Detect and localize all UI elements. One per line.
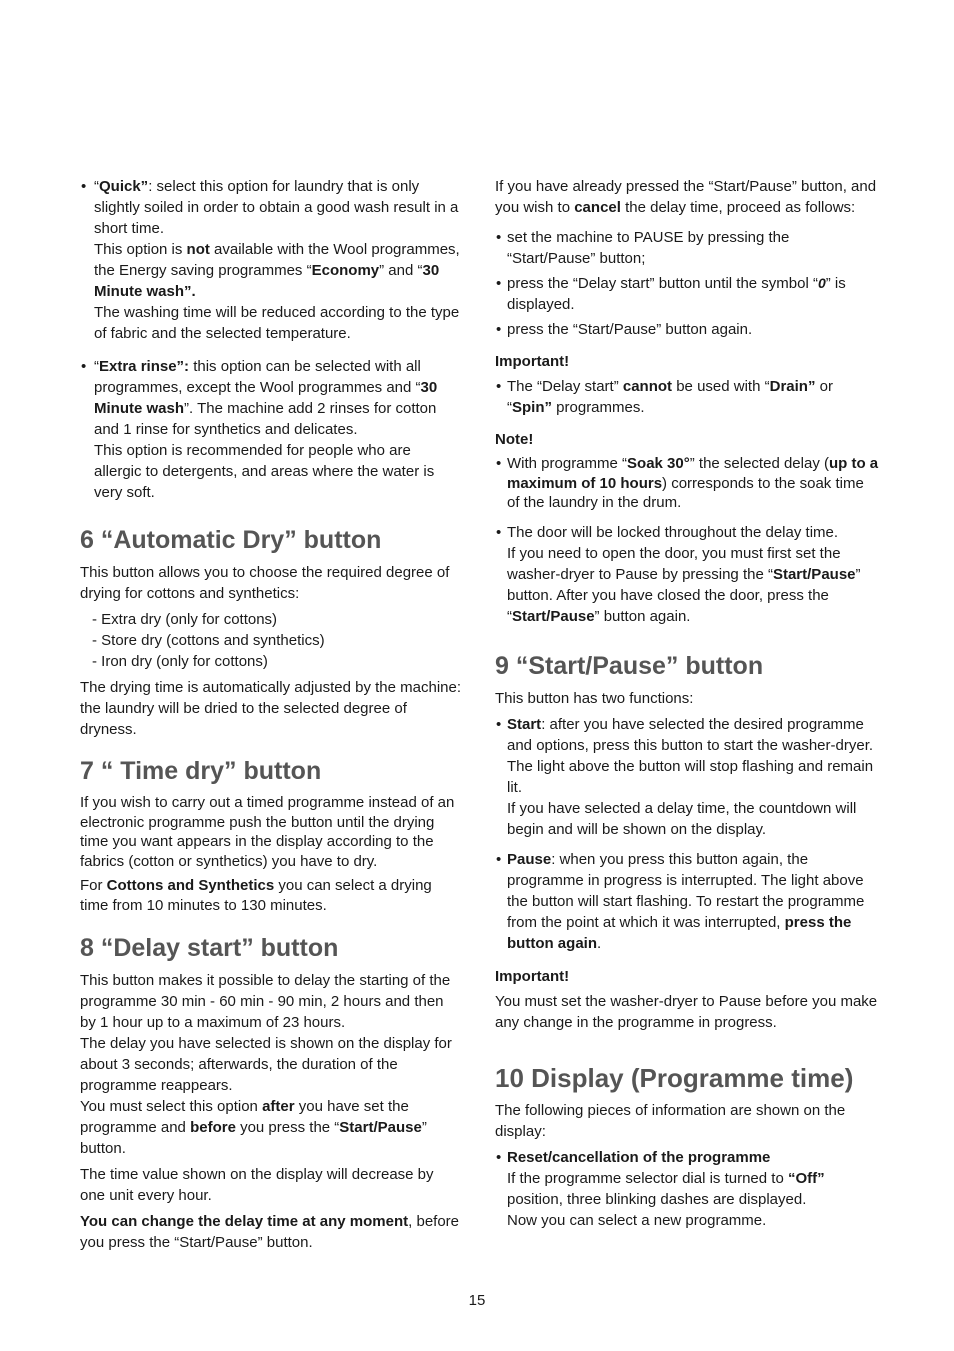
list-item: • Reset/cancellation of the programme If the programme selector dial is turned to “Off” position, three blinking dashes are displayed. Now you can select a new programme. xyxy=(495,1147,880,1231)
section-9-heading: 9 “Start/Pause” button xyxy=(495,651,764,680)
section-7-paragraph: If you wish to carry out a timed programme instead of an electronic programme push the button until the drying time you want appears in the display according to the fabrics (cotton or synthetics) you have to dry. xyxy=(80,794,455,870)
quick-text-5: ”. xyxy=(184,283,196,300)
section-8-paragraph-4: The time value shown on the display will decrease by one unit every hour. xyxy=(80,1166,434,1204)
extra-rinse-text-3: This option is recommended for people who are allergic to detergents, and areas where the water is very soft. xyxy=(94,442,435,501)
list-item: • The “Delay start” cannot be used with “Drain” or “Spin” programmes. xyxy=(495,376,880,418)
list-item: • With programme “Soak 30°” the selected delay (up to a maximum of 10 hours) corresponds to the soak time of the laundry in the drum. xyxy=(495,454,880,513)
section-6-outro: The drying time is automatically adjusted by the machine: the laundry will be dried to the selected degree of dryness. xyxy=(80,679,462,738)
section-9-intro: This button has two functions: xyxy=(495,689,694,707)
extra-rinse-item xyxy=(80,356,462,503)
list-item: - Extra dry (only for cottons) xyxy=(92,611,278,628)
start-function-item: • Start: after you have selected the desired programme and options, press this button to start the washer-dryer. The light above the button will stop flashing and remain lit. If you have selected a delay time, the countdown will begin and will be shown on the display. xyxy=(495,714,880,840)
zero-symbol-icon: 0 xyxy=(817,275,826,291)
quick-text: : select this option for laundry that is only slightly soiled in order to obtain a good wash result in a short time. xyxy=(94,178,459,237)
section-10-heading: 10 Display (Programme time) xyxy=(495,1062,854,1093)
important-heading: Important! xyxy=(495,967,570,985)
dry-options-list xyxy=(80,609,462,672)
section-7-paragraph-2: For Cottons and Synthetics you can select a drying time from 10 minutes to 130 minutes. xyxy=(80,877,432,914)
extra-rinse-text-2: ”. The machine add 2 rinses for cotton and 1 rinse for synthetics and delicates. xyxy=(94,400,437,438)
left-column xyxy=(80,176,462,1258)
section-6-intro: This button allows you to choose the required degree of drying for cottons and synthetics: xyxy=(80,564,450,602)
pause-function-item: • Pause: when you press this button again, the programme in progress is interrupted. The light above the button will start flashing. To restart the programme from the point at which it was interrupted, press the button again. xyxy=(495,849,880,954)
page-number: 15 xyxy=(468,1292,486,1309)
section-6-heading: 6 “Automatic Dry” button xyxy=(80,526,382,554)
section-8-heading: 8 “Delay start” button xyxy=(80,934,339,962)
list-item: • press the “Start/Pause” button again. xyxy=(495,319,880,340)
extra-rinse-text: this option can be selected with all programmes, except the Wool programmes and “ xyxy=(94,358,421,396)
quick-text-3: available with the Wool programmes, the Energy saving programmes “ xyxy=(94,241,460,279)
quick-option-item xyxy=(80,176,462,344)
right-column xyxy=(495,176,880,1240)
quick-text-2: This option is xyxy=(94,241,187,258)
section-7-heading: 7 “ Time dry” button xyxy=(80,757,322,785)
quote: “ xyxy=(94,178,99,195)
list-item: • set the machine to PAUSE by pressing the “Start/Pause” button; xyxy=(495,227,880,269)
cancel-delay-paragraph: If you have already pressed the “Start/Pause” button, and you wish to cancel the delay time, proceed as follows: xyxy=(495,178,877,216)
list-item: • The door will be locked throughout the delay time. If you need to open the door, you must first set the washer-dryer to Pause by pressing the “Start/Pause” button. After you have closed the door, press the “Start/Pause” button again. xyxy=(495,522,880,627)
note-heading: Note! xyxy=(495,431,534,448)
section-8-paragraph-5: You can change the delay time at any moment, before you press the “Start/Pause” button. xyxy=(80,1213,460,1251)
list-item: - Store dry (cottons and synthetics) xyxy=(92,632,325,649)
quote: “ xyxy=(94,358,99,375)
section-8-paragraph-2: The delay you have selected is shown on the display for about 3 seconds; afterwards, the duration of the programme reappears. xyxy=(80,1035,452,1094)
quick-text-6: The washing time will be reduced according to the type of fabric and the selected temperature. xyxy=(94,304,460,342)
important-text: You must set the washer-dryer to Pause before you make any change in the programme in progress. xyxy=(495,992,878,1031)
list-item: • press the “Delay start” button until the symbol “0” is displayed. xyxy=(495,273,880,315)
section-8-paragraph-3: You must select this option after you have set the programme and before you press the “Start/Pause” button. xyxy=(80,1098,427,1157)
quick-text-4: ” and “ xyxy=(379,262,423,279)
30-minute-wash-label: 30 Minute wash xyxy=(94,379,438,417)
section-10-intro: The following pieces of information are shown on the display: xyxy=(495,1101,846,1140)
economy-label: Economy xyxy=(311,262,380,279)
list-item: - Iron dry (only for cottons) xyxy=(92,653,268,670)
quick-label: Quick” xyxy=(99,178,149,195)
important-heading: Important! xyxy=(495,353,570,370)
not-emphasis: not xyxy=(186,241,210,258)
section-8-paragraph: This button makes it possible to delay the starting of the programme 30 min - 60 min - 90 min, 2 hours and then by 1 hour up to a maximum of 23 hours. xyxy=(80,972,451,1031)
extra-rinse-label: Extra rinse”: xyxy=(99,358,190,375)
30-minute-wash-label: 30 Minute wash xyxy=(94,262,440,300)
